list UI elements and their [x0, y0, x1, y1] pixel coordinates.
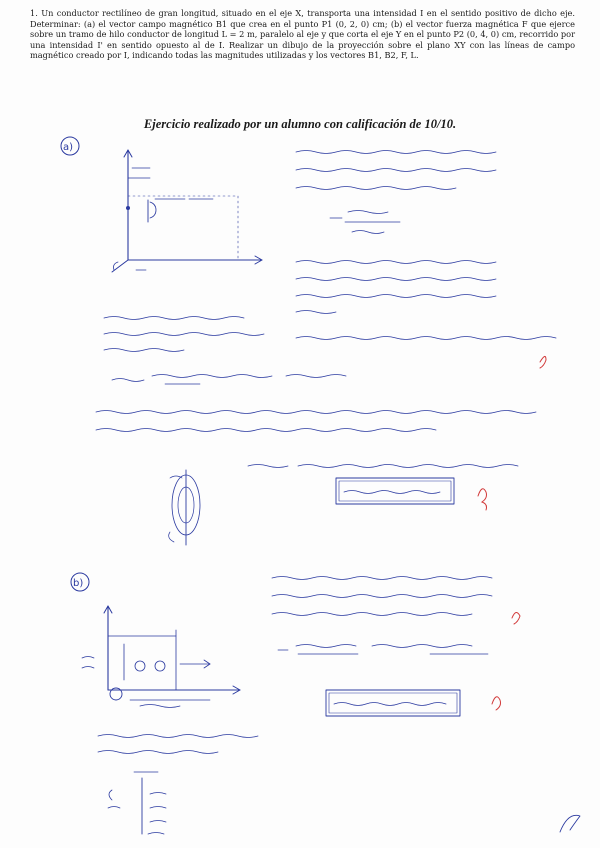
part-a-label-text: a)	[63, 142, 74, 153]
handwritten-notes-a-left	[104, 317, 346, 385]
diagram-a	[112, 150, 262, 272]
part-a-label	[61, 137, 79, 155]
diagram-b	[82, 606, 240, 708]
part-b-label	[71, 573, 89, 591]
handwritten-notes-b	[272, 577, 520, 717]
handwritten-notes-a	[296, 151, 556, 369]
problem-statement: 1. Un conductor rectilíneo de gran longitud, situado en el eje X, transporta una intensidad I en el sentido positivo de dicho eje. Determinar: (a) el vector campo magnético B1 que crea en el punto P1 (0, 2, 0) cm; (b) el vector fuerza magnética F que ejerce sobre un tramo de hilo conductor de longitud L = 2 m, paralelo al eje y que corta el eje Y en el punto P2 (0, 4, 0) cm, recorrido por una intensidad I' en sentido opuesto al de I. Realizar un dibujo de la proyección sobre el plano XY con las líneas de campo magnético creado por I, indicando todas las magnitudes utilizadas y los vectores B1, B2, F, L.	[30, 8, 575, 61]
exercise-heading: Ejercicio realizado por un alumno con calificación de 10/10.	[143, 117, 457, 131]
corner-mark	[560, 815, 580, 832]
part-b-label-text: b)	[73, 578, 84, 589]
field-sketch-a	[169, 470, 200, 545]
handwritten-notes-b-left	[98, 735, 258, 835]
handwritten-notes-force	[96, 411, 536, 511]
